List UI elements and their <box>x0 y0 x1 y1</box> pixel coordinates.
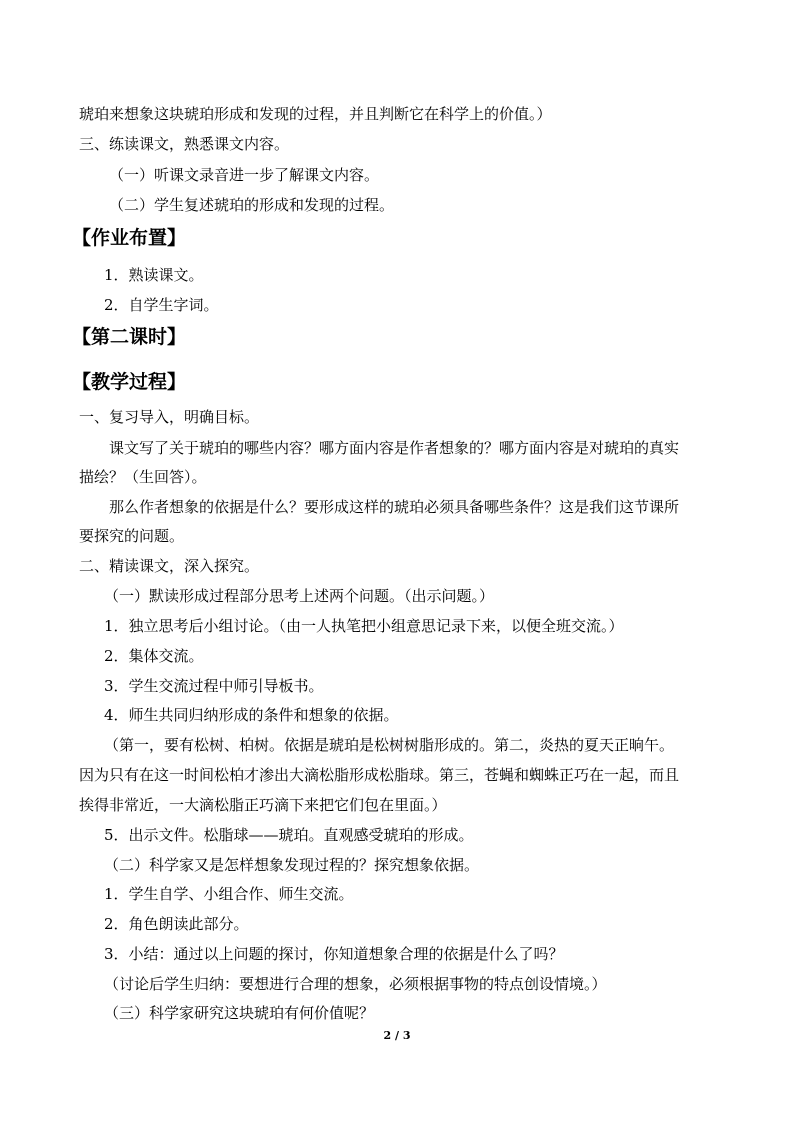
list-item: 1．学生自学、小组合作、师生交流。 <box>104 885 354 903</box>
text-line: （一）听课文录音进一步了解课文内容。 <box>109 166 380 184</box>
paragraph-line: 因为只有在这一时间松柏才渗出大滴松脂形成松脂球。第三，苍蝇和蜘蛛正巧在一起，而且 <box>79 766 680 784</box>
text-line: 琥珀来想象这块琥珀形成和发现的过程，并且判断它在科学上的价值。） <box>79 105 552 123</box>
paragraph-line: 要探究的问题。 <box>79 527 185 545</box>
list-item: 5．出示文件。松脂球——琥珀。直观感受琥珀的形成。 <box>104 826 474 844</box>
process-heading: 【教学过程】 <box>72 371 187 393</box>
subsection-heading: （二）科学家又是怎样想象发现过程的？探究想象依据。 <box>104 856 480 874</box>
paragraph-line: 课文写了关于琥珀的哪些内容？哪方面内容是作者想象的？哪方面内容是对琥珀的真实 <box>109 439 680 457</box>
list-item: 3．小结：通过以上问题的探讨，你知道想象合理的依据是什么了吗？ <box>104 945 564 963</box>
homework-item: 2．自学生字词。 <box>104 296 219 314</box>
list-item: 2．集体交流。 <box>104 647 204 665</box>
text-line: （二）学生复述琥珀的形成和发现的过程。 <box>109 196 395 214</box>
list-item: 3．学生交流过程中师引导板书。 <box>104 677 324 695</box>
homework-heading: 【作业布置】 <box>72 227 187 249</box>
subsection-heading: （三）科学家研究这块琥珀有何价值呢？ <box>104 1004 375 1022</box>
section-heading-2: 二、精读课文，深入探究。 <box>79 557 260 575</box>
paragraph-line: 挨得非常近，一大滴松脂正巧滴下来把它们包在里面。） <box>79 796 447 814</box>
paragraph-line: （第一，要有松树、柏树。依据是琥珀是松树树脂形成的。第二，炎热的夏天正晌午。 <box>104 736 675 754</box>
page-number: 2 / 3 <box>383 1029 411 1042</box>
subsection-heading: （一）默读形成过程部分思考上述两个问题。（出示问题。） <box>104 587 495 605</box>
list-item: 4．师生共同归纳形成的条件和想象的依据。 <box>104 706 399 724</box>
section-heading-3: 三、练读课文，熟悉课文内容。 <box>79 135 290 153</box>
second-lesson-heading: 【第二课时】 <box>72 326 187 348</box>
list-item: 2．角色朗读此部分。 <box>104 915 249 933</box>
paragraph-line: 那么作者想象的依据是什么？要形成这样的琥珀必须具备哪些条件？这是我们这节课所 <box>109 498 680 516</box>
homework-item: 1．熟读课文。 <box>104 266 204 284</box>
paragraph-line: （讨论后学生归纳：要想进行合理的想象，必须根据事物的特点创设情境。） <box>104 975 607 993</box>
section-heading-1: 一、复习导入，明确目标。 <box>79 408 260 426</box>
paragraph-line: 描绘？（生回答）。 <box>79 468 207 486</box>
list-item: 1．独立思考后小组讨论。（由一人执笔把小组意思记录下来，以便全班交流。） <box>104 617 624 635</box>
